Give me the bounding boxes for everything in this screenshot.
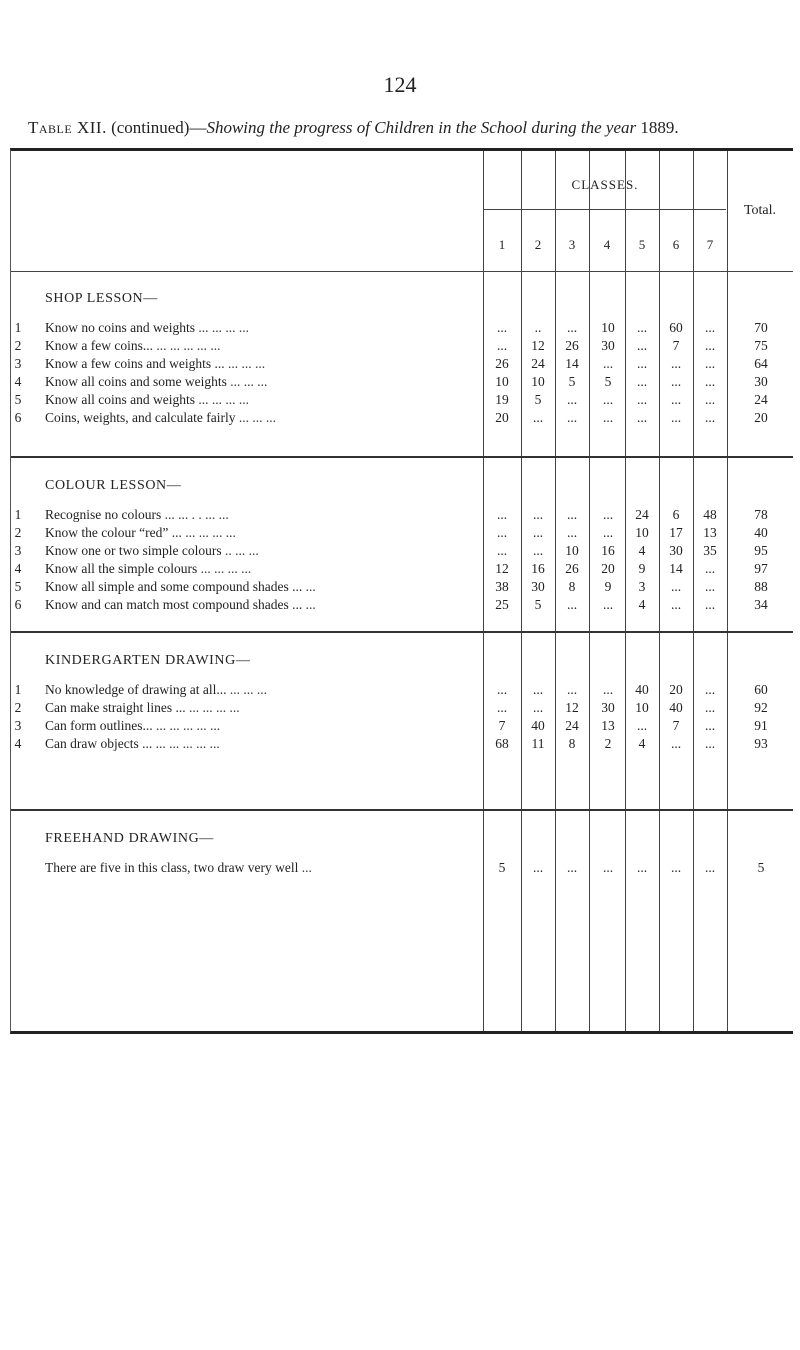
- class-count-cell: 9: [604, 579, 612, 594]
- class-count-cell: 26: [495, 356, 509, 371]
- total-cell: 97: [754, 561, 768, 576]
- class-count-cell: ...: [602, 392, 614, 407]
- class-count-cell: 8: [568, 736, 576, 751]
- leader-dots: .. ... ...: [224, 543, 259, 558]
- class-count-cell: ...: [602, 410, 614, 425]
- class-count-cell: ...: [566, 410, 578, 425]
- class-number: 7: [706, 237, 714, 252]
- total-cell: 92: [754, 700, 768, 715]
- section-divider: [11, 809, 793, 811]
- progress-table: [10, 148, 793, 1034]
- total-cell: 93: [754, 736, 768, 751]
- row-label: Recognise no colours ... ... . . ... ...: [45, 507, 229, 522]
- total-cell: 24: [754, 392, 768, 407]
- class-count-cell: 20: [495, 410, 509, 425]
- class-count-cell: 10: [495, 374, 509, 389]
- row-number: 2: [14, 700, 22, 715]
- header-bottom-rule: [11, 271, 793, 272]
- class-count-cell: 48: [703, 507, 717, 522]
- table-row: [11, 699, 793, 717]
- class-count-cell: ...: [670, 356, 682, 371]
- class-count-cell: ...: [636, 392, 648, 407]
- class-count-cell: ...: [602, 525, 614, 540]
- class-count-cell: ...: [704, 682, 716, 697]
- class-count-cell: ...: [670, 579, 682, 594]
- class-count-cell: ...: [704, 718, 716, 733]
- class-count-cell: 14: [669, 561, 683, 576]
- row-number: 4: [14, 561, 22, 576]
- class-count-cell: ...: [566, 320, 578, 335]
- total-cell: 95: [754, 543, 768, 558]
- total-cell: 75: [754, 338, 768, 353]
- class-count-cell: 11: [531, 736, 545, 751]
- table-row: [11, 506, 793, 524]
- row-label: Can form outlines... ... ... ... ... ...: [45, 718, 221, 733]
- leader-dots: ... ... ...: [229, 682, 267, 697]
- class-count-cell: 12: [495, 561, 509, 576]
- class-count-cell: 24: [565, 718, 579, 733]
- class-count-cell: 10: [635, 525, 649, 540]
- class-count-cell: 10: [601, 320, 615, 335]
- class-count-cell: 38: [495, 579, 509, 594]
- class-count-cell: ..: [534, 320, 542, 335]
- class-number: 2: [534, 237, 542, 252]
- class-count-cell: 30: [601, 338, 615, 353]
- table-row: [11, 578, 793, 596]
- leader-dots: ...: [305, 597, 316, 612]
- class-count-cell: 17: [669, 525, 683, 540]
- class-number: 4: [603, 237, 611, 252]
- class-count-cell: 40: [635, 682, 649, 697]
- class-count-cell: 5: [604, 374, 612, 389]
- section-title: FREEHAND DRAWING—: [45, 831, 214, 846]
- row-number: 1: [14, 682, 22, 697]
- class-count-cell: 12: [531, 338, 545, 353]
- class-count-cell: 30: [669, 543, 683, 558]
- caption-year: 1889.: [640, 118, 679, 137]
- class-count-cell: 26: [565, 338, 579, 353]
- class-count-cell: 25: [495, 597, 509, 612]
- class-count-cell: 13: [601, 718, 615, 733]
- class-count-cell: ...: [704, 561, 716, 576]
- class-count-cell: 5: [498, 860, 506, 875]
- class-count-cell: ...: [670, 374, 682, 389]
- table-row: [11, 859, 793, 877]
- class-count-cell: 40: [531, 718, 545, 733]
- leader-dots: ... ... ... ... ...: [156, 718, 221, 733]
- section-divider: [11, 631, 793, 633]
- total-header: Total.: [743, 203, 777, 218]
- leader-dots: ... ... ... ...: [198, 392, 249, 407]
- table-row: [11, 373, 793, 391]
- total-cell: 70: [754, 320, 768, 335]
- class-count-cell: 3: [638, 579, 646, 594]
- class-count-cell: 13: [703, 525, 717, 540]
- table-row: [11, 391, 793, 409]
- row-number: 3: [14, 718, 22, 733]
- leader-dots: ... ... ...: [230, 374, 268, 389]
- class-count-cell: ...: [566, 392, 578, 407]
- header-divider: [483, 209, 726, 210]
- class-count-cell: ...: [704, 392, 716, 407]
- class-count-cell: ...: [532, 543, 544, 558]
- leader-dots: ...: [305, 579, 316, 594]
- class-count-cell: 19: [495, 392, 509, 407]
- class-count-cell: 7: [498, 718, 506, 733]
- row-label: Can make straight lines ... ... ... ... ...: [45, 700, 240, 715]
- row-number: 4: [14, 374, 22, 389]
- row-label: Know all simple and some compound shades ... ...: [45, 579, 316, 594]
- class-count-cell: ...: [704, 374, 716, 389]
- row-label: There are five in this class, two draw very well ...: [45, 860, 312, 875]
- class-count-cell: ...: [636, 860, 648, 875]
- row-label: Know a few coins and weights ... ... ... ...: [45, 356, 266, 371]
- table-row: [11, 319, 793, 337]
- class-count-cell: ...: [704, 860, 716, 875]
- class-count-cell: ...: [496, 682, 508, 697]
- row-label: Know the colour “red” ... ... ... ... ...: [45, 525, 236, 540]
- caption-text: Showing the progress of Children in the School during the year: [206, 118, 637, 137]
- class-count-cell: 14: [565, 356, 579, 371]
- class-count-cell: ...: [704, 736, 716, 751]
- total-cell: 60: [754, 682, 768, 697]
- table-row: [11, 409, 793, 427]
- class-number: 1: [498, 237, 506, 252]
- table-row: [11, 735, 793, 753]
- class-count-cell: ...: [496, 320, 508, 335]
- class-count-cell: ...: [532, 682, 544, 697]
- class-count-cell: ...: [602, 507, 614, 522]
- class-count-cell: ...: [636, 374, 648, 389]
- class-count-cell: 10: [635, 700, 649, 715]
- section-title: KINDERGARTEN DRAWING—: [45, 653, 251, 668]
- row-label: Know all the simple colours ... ... ... ...: [45, 561, 252, 576]
- total-cell: 64: [754, 356, 768, 371]
- class-count-cell: 9: [638, 561, 646, 576]
- class-count-cell: 20: [601, 561, 615, 576]
- row-number: 4: [14, 736, 22, 751]
- section-divider: [11, 456, 793, 458]
- total-cell: 34: [754, 597, 768, 612]
- row-label: Know all coins and some weights ... ... ...: [45, 374, 268, 389]
- class-count-cell: ...: [636, 320, 648, 335]
- class-count-cell: 16: [601, 543, 615, 558]
- table-row: [11, 524, 793, 542]
- total-cell: 78: [754, 507, 768, 522]
- class-count-cell: 7: [672, 718, 680, 733]
- class-count-cell: ...: [636, 410, 648, 425]
- page-number: 124: [383, 72, 417, 97]
- table-caption: Table XII. (continued)—Showing the progress of Children in the School during the year 1889.: [28, 118, 679, 137]
- class-count-cell: 30: [601, 700, 615, 715]
- leader-dots: ... ... ...: [238, 410, 276, 425]
- table-row: [11, 542, 793, 560]
- class-count-cell: ...: [566, 525, 578, 540]
- class-count-cell: ...: [496, 700, 508, 715]
- class-count-cell: ...: [704, 356, 716, 371]
- leader-dots: ... ... ... ... ...: [155, 736, 220, 751]
- table-row: [11, 681, 793, 699]
- class-count-cell: ...: [532, 525, 544, 540]
- total-cell: 20: [754, 410, 768, 425]
- table-row: [11, 717, 793, 735]
- class-count-cell: 6: [672, 507, 680, 522]
- class-count-cell: ...: [602, 597, 614, 612]
- row-label: Know a few coins... ... ... ... ... ...: [45, 338, 221, 353]
- table-row: [11, 596, 793, 614]
- caption-lead: Table XII.: [28, 118, 107, 137]
- class-count-cell: 26: [565, 561, 579, 576]
- class-count-cell: ...: [670, 597, 682, 612]
- table-row: [11, 355, 793, 373]
- table-row: [11, 560, 793, 578]
- row-number: 5: [14, 392, 22, 407]
- class-count-cell: 5: [534, 597, 542, 612]
- class-count-cell: 10: [531, 374, 545, 389]
- total-cell: 30: [754, 374, 768, 389]
- class-number: 6: [672, 237, 680, 252]
- class-count-cell: ...: [636, 338, 648, 353]
- caption-note: (continued): [111, 118, 190, 137]
- row-label: Know one or two simple colours .. ... ...: [45, 543, 259, 558]
- class-count-cell: ...: [670, 410, 682, 425]
- row-label: No knowledge of drawing at all... ... ... ...: [45, 682, 267, 697]
- class-count-cell: ...: [566, 682, 578, 697]
- class-count-cell: 7: [672, 338, 680, 353]
- class-count-cell: ...: [566, 507, 578, 522]
- row-label: Know all coins and weights ... ... ... ...: [45, 392, 249, 407]
- row-number: 6: [14, 410, 22, 425]
- class-count-cell: ...: [566, 860, 578, 875]
- class-count-cell: ...: [602, 860, 614, 875]
- total-cell: 5: [757, 860, 765, 875]
- leader-dots: ... ... ...: [227, 356, 266, 371]
- leader-dots: ... ... ... ...: [185, 525, 236, 540]
- class-count-cell: ...: [496, 338, 508, 353]
- row-number: 2: [14, 338, 22, 353]
- class-count-cell: ...: [704, 579, 716, 594]
- row-number: 1: [14, 320, 22, 335]
- class-count-cell: ...: [704, 320, 716, 335]
- total-cell: 40: [754, 525, 768, 540]
- class-count-cell: 10: [565, 543, 579, 558]
- class-count-cell: 12: [565, 700, 579, 715]
- class-count-cell: ...: [670, 860, 682, 875]
- class-count-cell: 24: [531, 356, 545, 371]
- total-cell: 88: [754, 579, 768, 594]
- class-count-cell: 4: [638, 736, 646, 751]
- class-count-cell: 24: [635, 507, 649, 522]
- row-label: Know and can match most compound shades ... ...: [45, 597, 316, 612]
- leader-dots: ...: [301, 860, 312, 875]
- class-count-cell: 5: [568, 374, 576, 389]
- row-number: 6: [14, 597, 22, 612]
- class-count-cell: ...: [636, 356, 648, 371]
- section-title: COLOUR LESSON—: [45, 478, 182, 493]
- table-row: [11, 337, 793, 355]
- leader-dots: ... ... ... ...: [200, 561, 252, 576]
- section-title: SHOP LESSON—: [45, 291, 158, 306]
- leader-dots: ... ... . . ... ...: [164, 507, 229, 522]
- class-count-cell: ...: [670, 736, 682, 751]
- class-count-cell: ...: [566, 597, 578, 612]
- class-count-cell: ...: [532, 410, 544, 425]
- class-count-cell: ...: [496, 507, 508, 522]
- row-label: Can draw objects ... ... ... ... ... ...: [45, 736, 220, 751]
- row-number: 5: [14, 579, 22, 594]
- row-label: Know no coins and weights ... ... ... ...: [45, 320, 249, 335]
- class-count-cell: ...: [496, 525, 508, 540]
- class-count-cell: 5: [534, 392, 542, 407]
- class-count-cell: ...: [532, 507, 544, 522]
- class-count-cell: 40: [669, 700, 683, 715]
- total-cell: 91: [754, 718, 768, 733]
- leader-dots: ... ... ... ...: [188, 700, 240, 715]
- class-count-cell: ...: [602, 356, 614, 371]
- class-count-cell: 20: [669, 682, 683, 697]
- class-count-cell: ...: [532, 700, 544, 715]
- class-count-cell: ...: [704, 410, 716, 425]
- row-number: 3: [14, 543, 22, 558]
- class-count-cell: 4: [638, 597, 646, 612]
- leader-dots: ... ... ... ... ...: [156, 338, 221, 353]
- row-number: 3: [14, 356, 22, 371]
- class-count-cell: 68: [495, 736, 509, 751]
- row-label: Coins, weights, and calculate fairly ... ... ...: [45, 410, 276, 425]
- leader-dots: ... ... ... ...: [198, 320, 249, 335]
- class-count-cell: ...: [704, 700, 716, 715]
- class-number: 5: [638, 237, 646, 252]
- class-count-cell: ...: [704, 338, 716, 353]
- class-count-cell: ...: [602, 682, 614, 697]
- class-count-cell: ...: [704, 597, 716, 612]
- class-count-cell: ...: [532, 860, 544, 875]
- class-count-cell: 60: [669, 320, 683, 335]
- class-count-cell: ...: [496, 543, 508, 558]
- class-count-cell: 2: [604, 736, 612, 751]
- class-count-cell: 4: [638, 543, 646, 558]
- class-count-cell: 8: [568, 579, 576, 594]
- class-count-cell: 35: [703, 543, 717, 558]
- class-count-cell: 30: [531, 579, 545, 594]
- class-count-cell: 16: [531, 561, 545, 576]
- class-count-cell: ...: [670, 392, 682, 407]
- row-number: 2: [14, 525, 22, 540]
- classes-header: CLASSES.: [571, 177, 639, 192]
- row-number: 1: [14, 507, 22, 522]
- class-number: 3: [568, 237, 576, 252]
- class-count-cell: ...: [636, 718, 648, 733]
